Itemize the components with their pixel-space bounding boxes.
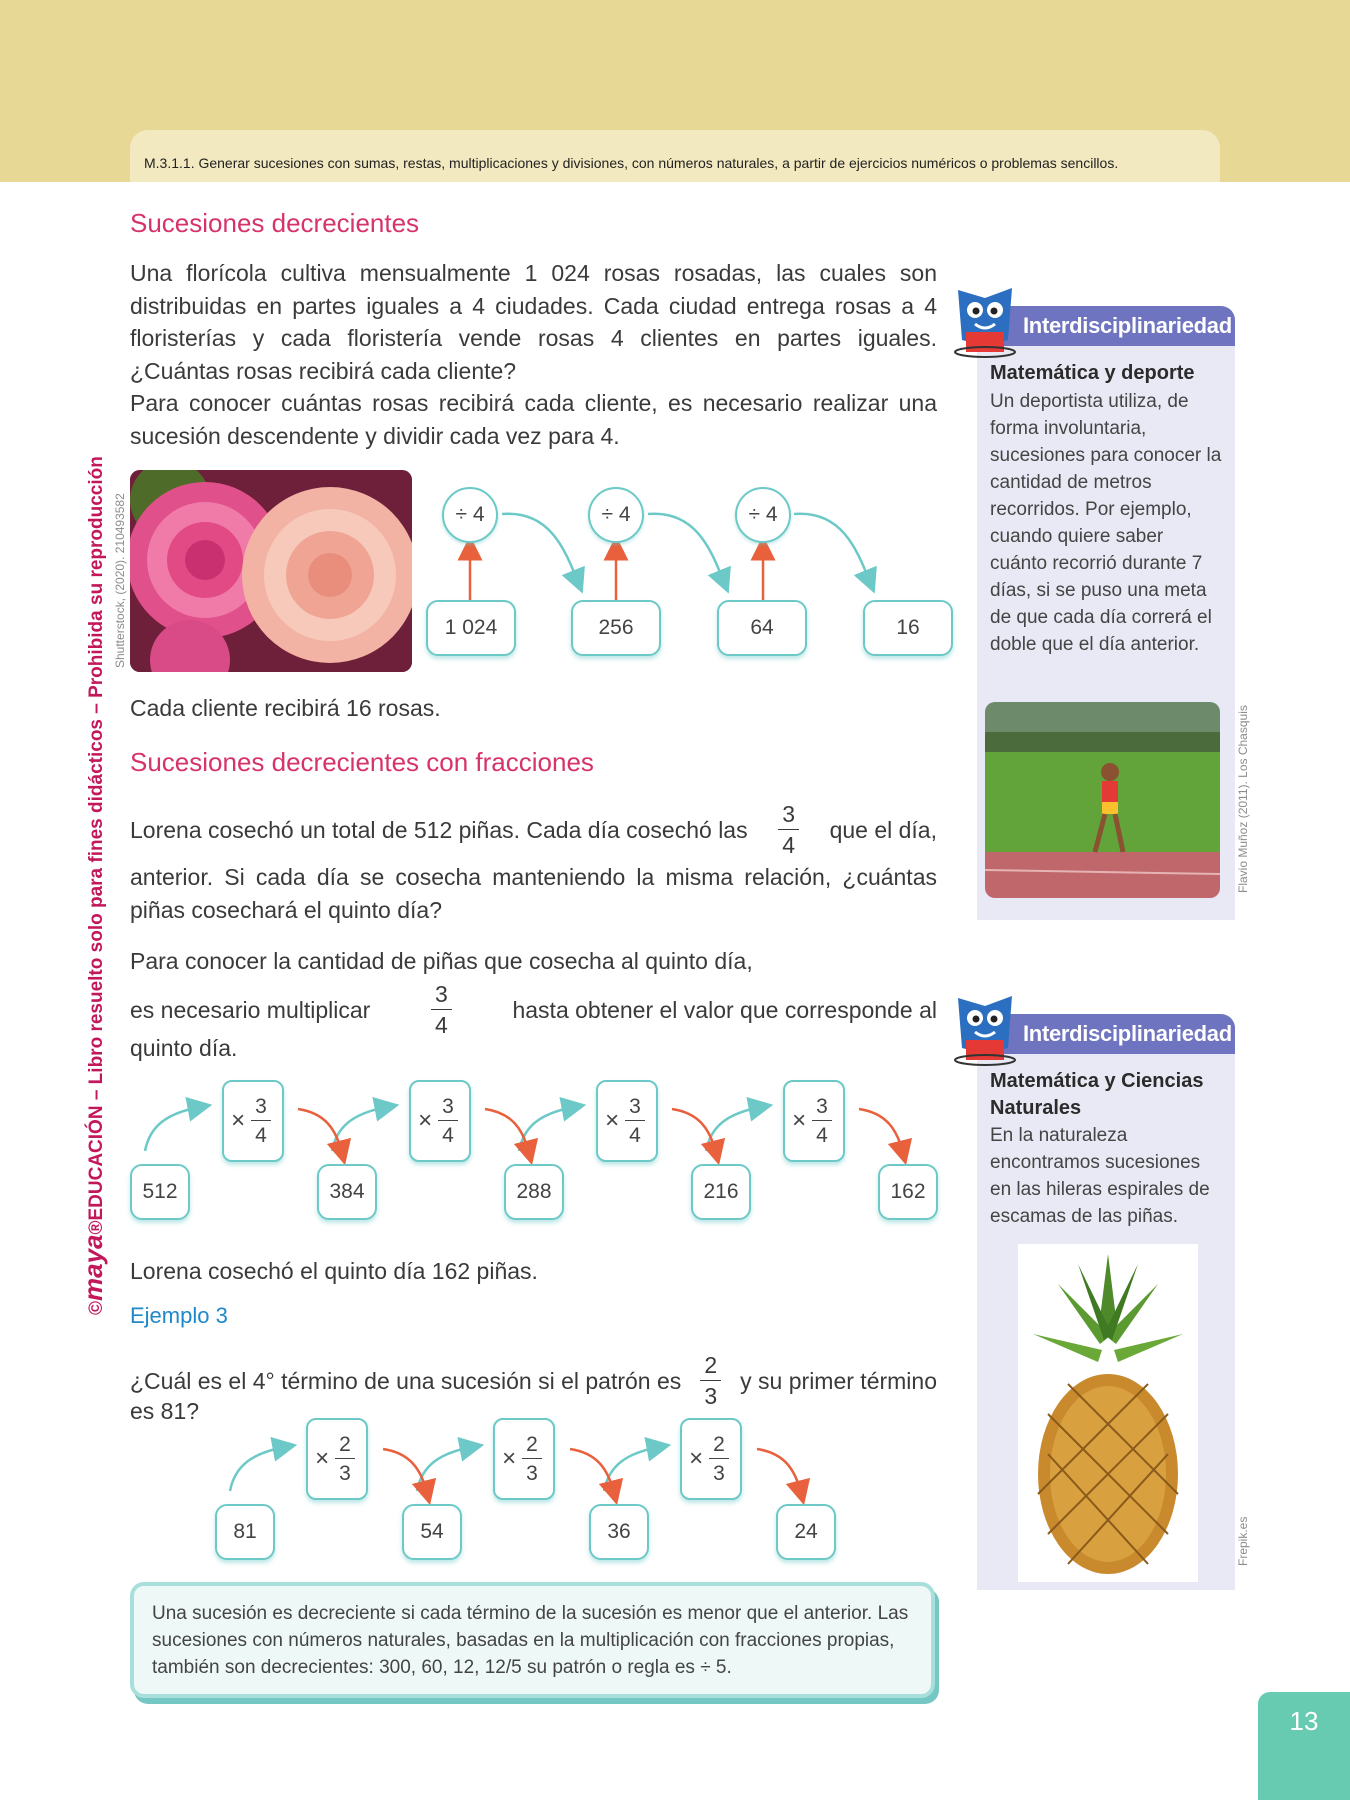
explain-part-b: es necesario multiplicar [130,996,371,1023]
roses-photo-credit: Shutterstock, (2020). 210493582 [113,493,127,668]
multiply-op-2: × $\frac{3}{4}$ [409,1080,471,1162]
divide-op-1: ÷ 4 [442,487,498,543]
multiply-op-7: × $\frac{2}{3}$ [680,1418,742,1500]
term-box: 81 [215,1504,275,1560]
roses-result: Cada cliente recibirá 16 rosas. [130,695,441,721]
curriculum-objective: M.3.1.1. Generar sucesiones con sumas, restas, multiplicaciones y divisiones, con números naturales, a partir de ejercicios numéricos o problemas sencillos. [130,130,1220,182]
term-box: 162 [878,1164,938,1220]
term-box: 288 [504,1164,564,1220]
page-number: 13 [1258,1692,1350,1800]
roses-problem: Una florícola cultiva mensualmente 1 024 rosas rosadas, las cuales son distribuidas en partes iguales a 4 ciudades. Cada ciudad entrega rosas a 4 floristerías y cada floristería vende rosas 4 clientes en partes iguales. ¿Cuántas rosas recibirá cada cliente? [130,260,937,384]
term-box: 24 [776,1504,836,1560]
term-box: 384 [317,1164,377,1220]
explain-part-d: quinto día. [130,1035,238,1061]
copyright-symbol: © [86,1301,107,1315]
copyright-text: EDUCACIÓN – Libro resuelto solo para fines didácticos – Prohibida su reproducción [86,456,107,1221]
term-box: 1 024 [426,600,516,656]
section-title-fractions: Sucesiones decrecientes con fracciones [130,747,594,777]
roses-illustration [130,470,412,672]
multiply-op-1: × $\frac{3}{4}$ [222,1080,284,1162]
arrow-curve-1 [502,514,578,582]
side-copyright [78,455,108,1315]
panel-title: Matemática y deporte [990,362,1195,384]
example-title: Ejemplo 3 [130,1303,228,1328]
fraction-two-thirds: $\frac{2}{3}$ [700,1354,721,1408]
panel-tab: Interdisciplinariedad [977,1014,1235,1054]
explain-part-a: Para conocer la cantidad de piñas que cosecha al quinto día, [130,948,753,974]
panel-tab: Interdisciplinariedad [977,306,1235,346]
term-box: 256 [571,600,661,656]
fraction-three-quarters: $\frac{3}{4}$ [431,983,452,1037]
mascot-book-icon [950,282,1020,362]
pineapple-illustration [1018,1244,1198,1582]
roses-explanation: Para conocer cuántas rosas recibirá cada cliente, es necesario realizar una sucesión descendente y dividir cada vez para 4. [130,390,937,449]
pineapple-explanation [130,948,937,1062]
divide-op-2: ÷ 4 [588,487,644,543]
pineapple-result: Lorena cosechó el quinto día 162 piñas. [130,1258,538,1284]
question-part-b: y su primer término [740,1367,937,1394]
registered-mark: ® [86,1220,107,1235]
divide-op-3: ÷ 4 [735,487,791,543]
example-question [130,1348,937,1425]
question-part-a: ¿Cuál es el 4° término de una sucesión si el patrón es [130,1367,682,1394]
panel-text: Un deportista utiliza, de forma involuntaria, sucesiones para conocer la cantidad de metros recorridos. Por ejemplo, cuando quiere saber cuánto recorrió durante 7 días, si se puso una meta de que cada día correrá el doble que el día anterior. [990,391,1222,655]
question-part-c: es 81? [130,1398,200,1424]
runner-illustration [985,702,1220,898]
term-box: 216 [691,1164,751,1220]
arrow-curve-2 [648,514,724,582]
problem-part-c: anterior. Si cada día se cosecha manteniendo la misma relación, ¿cuántas piñas cosechará el quinto día? [130,864,937,923]
maya-logo: maya [78,1234,108,1301]
section-title-decreasing: Sucesiones decrecientes [130,208,420,238]
term-box: 64 [717,600,807,656]
pineapple-problem [130,797,937,926]
explain-part-c: hasta obtener el valor que corresponde al [512,996,937,1023]
multiply-op-3: × $\frac{3}{4}$ [596,1080,658,1162]
pineapple-photo [1018,1244,1198,1582]
term-box: 16 [863,600,953,656]
problem-part-b: que el día, [829,816,937,843]
pineapple-photo-credit: Frepik.es [1236,1516,1250,1566]
arrow-curve-3 [794,514,870,582]
panel-title: Matemática y Ciencias Naturales [990,1070,1204,1119]
runner-photo-credit: Flavio Muñoz (2011). Los Chasquis [1236,705,1250,893]
fraction-three-quarters: $\frac{3}{4}$ [778,803,799,857]
term-box: 36 [589,1504,649,1560]
summary-note: Una sucesión es decreciente si cada término de la sucesión es menor que el anterior. Las sucesiones con números naturales, basadas en la multiplicación con fracciones propias, también son decrecientes: 300, 60, 12, 12/5 su patrón o regla es ÷ 5. [130,1582,935,1698]
term-box: 54 [402,1504,462,1560]
runner-photo [985,702,1220,898]
panel-text: En la naturaleza encontramos sucesiones en las hileras espirales de escamas de las piñas. [990,1125,1210,1227]
multiply-op-4: × $\frac{3}{4}$ [783,1080,845,1162]
problem-part-a: Lorena cosechó un total de 512 piñas. Cada día cosechó las [130,816,748,843]
roses-photo [130,470,412,672]
term-box: 512 [130,1164,190,1220]
mascot-book-icon [950,990,1020,1070]
multiply-op-6: × $\frac{2}{3}$ [493,1418,555,1500]
multiply-op-5: × $\frac{2}{3}$ [306,1418,368,1500]
